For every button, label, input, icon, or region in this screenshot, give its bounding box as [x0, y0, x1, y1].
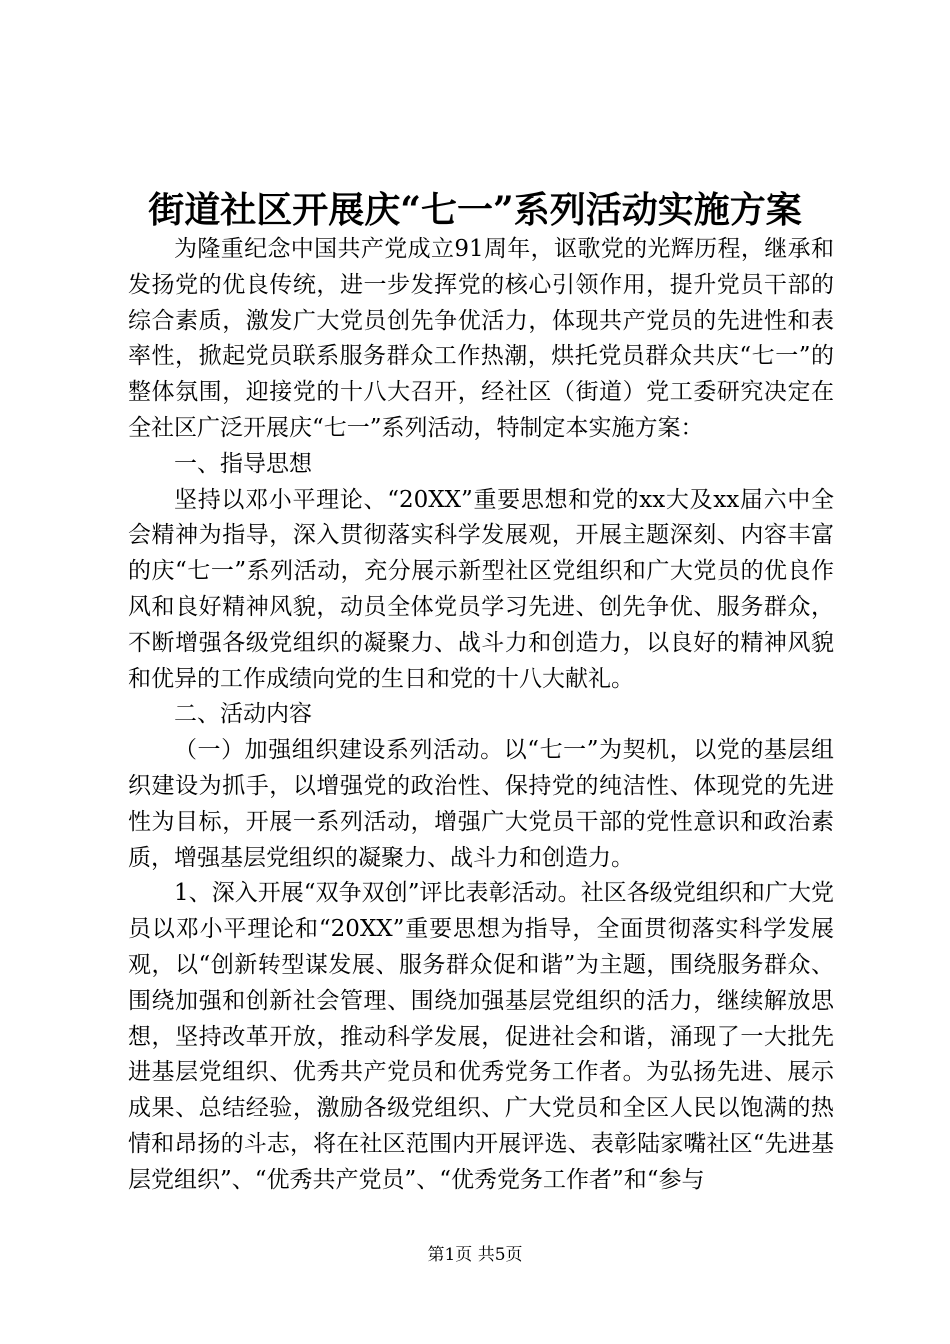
paragraph-intro: 为隆重纪念中国共产党成立91周年，讴歌党的光辉历程，继承和发扬党的优良传统，进一步发挥党的核心引领作用，提升党员干部的综合素质，激发广大党员创先争优活力，体现共产党员的先进性和表率性，掀起党员联系服务群众工作热潮，烘托党员群众共庆“七一”的整体氛围，迎接党的十八大召开，经社区（街道）党工委研究决定在全社区广泛开展庆“七一”系列活动，特制定本实施方案： [128, 236, 834, 441]
paragraph-shuangzheng-shuangchuang: 1、深入开展“双争双创”评比表彰活动。社区各级党组织和广大党员以邓小平理论和“20XX”重要思想为指导，全面贯彻落实科学发展观，以“创新转型谋发展、服务群众促和谐”为主题，围绕服务群众、围绕加强和创新社会管理、围绕加强基层党组织的活力，继续解放思想，坚持改革开放，推动科学发展，促进社会和谐，涌现了一大批先进基层党组织、优秀共产党员和优秀党务工作者。为弘扬先进、展示成果、总结经验，激励各级党组织、广大党员和全区人民以饱满的热情和昂扬的斗志，将在社区范围内开展评选、表彰陆家嘴社区“先进基层党组织”、“优秀共产党员”、“优秀党务工作者”和“参与 [128, 880, 834, 1193]
document-title: 街道社区开展庆“七一”系列活动实施方案 [148, 189, 802, 231]
paragraph-organization-building: （一）加强组织建设系列活动。以“七一”为契机，以党的基层组织建设为抓手，以增强党的政治性、保持党的纯洁性、体现党的先进性为目标，开展一系列活动，增强广大党员干部的党性意识和政治素质，增强基层党组织的凝聚力、战斗力和创造力。 [128, 737, 834, 871]
page-number-footer: 第1页 共5页 [427, 1245, 523, 1265]
document-body [128, 232, 834, 1199]
paragraph-guiding-ideology: 坚持以邓小平理论、“20XX”重要思想和党的xx大及xx届六中全会精神为指导，深入贯彻落实科学发展观，开展主题深刻、内容丰富的庆“七一”系列活动，充分展示新型社区党组织和广大党员的优良作风和良好精神风貌，动员全体党员学习先进、创先争优、服务群众，不断增强各级党组织的凝聚力、战斗力和创造力，以良好的精神风貌和优异的工作成绩向党的生日和党的十八大献礼。 [128, 486, 834, 692]
section-heading-guiding-ideology: 一、指导思想 [174, 450, 312, 477]
section-heading-activity-content: 二、活动内容 [174, 701, 312, 728]
